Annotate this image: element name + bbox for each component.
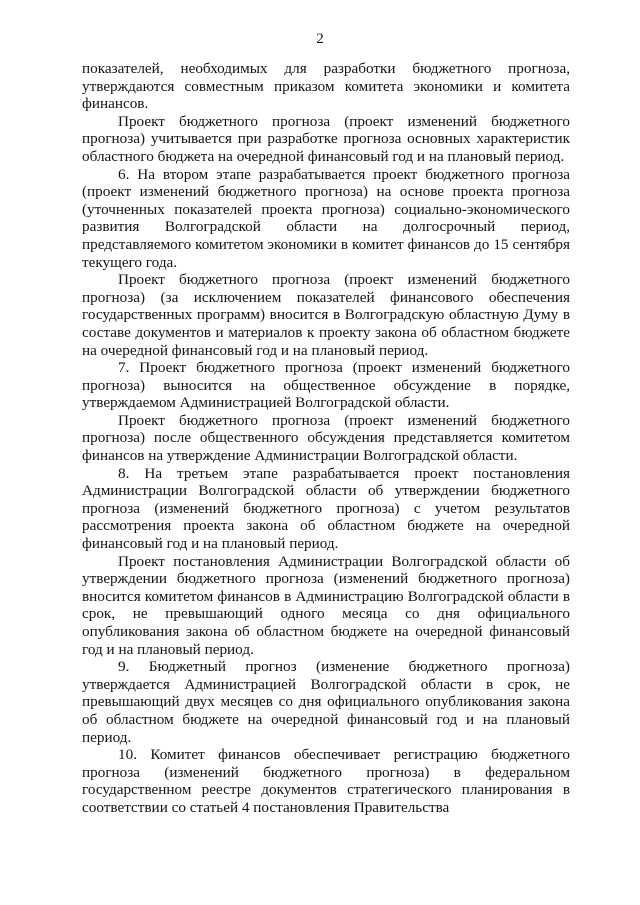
paragraph-item-8: 8. На третьем этапе разрабатывается проект постановления Администрации Волгоградской области об утверждении бюджетного прогноза (изменений бюджетного прогноза) с учетом результатов рассмотрения проекта закона об областном бюджете на очередной финансовый год и на плановый период. <box>82 464 570 553</box>
paragraph: Проект бюджетного прогноза (проект изменений бюджетного прогноза) после общественного обсуждения представляется комитетом финансов на утверждение Администрации Волгоградской области. <box>82 411 570 465</box>
paragraph-item-9: 9. Бюджетный прогноз (изменение бюджетного прогноза) утверждается Администрацией Волгоградской области в срок, не превышающий двух месяцев со дня официального опубликования закона об областном бюджете на очередной финансовый год и на плановый период. <box>82 658 570 746</box>
paragraph-continuation: показателей, необходимых для разработки бюджетного прогноза, утверждаются совместным приказом комитета экономики и комитета финансов. <box>82 60 570 113</box>
paragraph: Проект бюджетного прогноза (проект изменений бюджетного прогноза) (за исключением показателей финансового обеспечения государственных программ) вносится в Волгоградскую областную Думу в составе документов и материалов к проекту закона об областном бюджете на очередной финансовый год и на плановый период. <box>82 271 570 359</box>
paragraph: Проект бюджетного прогноза (проект изменений бюджетного прогноза) учитывается при разработке прогноза основных характеристик областного бюджета на очередной финансовый год и на плановый период. <box>82 112 570 165</box>
paragraph: Проект постановления Администрации Волгоградской области об утверждении бюджетного прогноза (изменений бюджетного прогноза) вносится комитетом финансов в Администрацию Волгоградской области в срок, не превышающий одного месяца со дня официального опубликования закона об областном бюджете на очередной финансовый год и на плановый период. <box>82 552 570 658</box>
page-number: 2 <box>316 31 324 47</box>
paragraph-item-6: 6. На втором этапе разрабатывается проект бюджетного прогноза (проект изменений бюджетного прогноза) на основе проекта прогноза (уточненных показателей проекта прогноза) социально-экономического развития Волгоградской области на долгосрочный период, представляемого комитетом экономики в комитет финансов до 15 сентября текущего года. <box>82 165 570 271</box>
paragraph-item-7: 7. Проект бюджетного прогноза (проект изменений бюджетного прогноза) выносится на общественное обсуждение в порядке, утверждаемом Администрацией Волгоградской области. <box>82 359 570 412</box>
document-body <box>82 60 570 817</box>
paragraph-item-10: 10. Комитет финансов обеспечивает регистрацию бюджетного прогноза (изменений бюджетного прогноза) в федеральном государственном реестре документов стратегического планирования в соответствии со статьей 4 постановления Правительства <box>82 746 570 816</box>
